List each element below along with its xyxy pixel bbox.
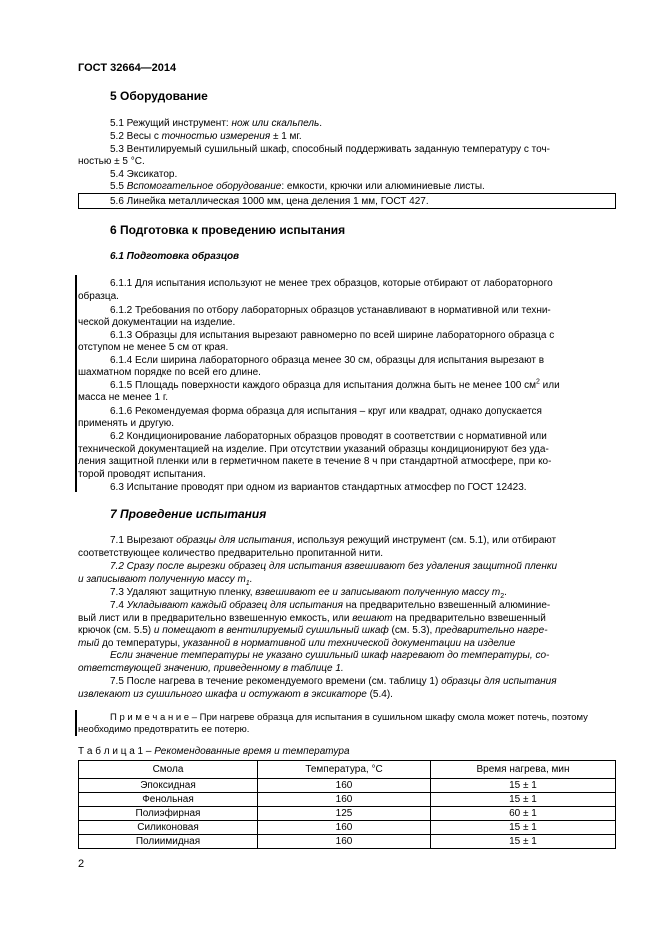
table-cell: 60 ± 1 bbox=[431, 807, 616, 821]
document-code: ГОСТ 32664—2014 bbox=[78, 62, 177, 74]
table-row bbox=[79, 821, 616, 835]
para-7-3: 7.3 Удаляют защитную пленку, взвешивают ее и записывают полученную массу $m_2$. bbox=[110, 587, 507, 600]
table-cell: 15 ± 1 bbox=[431, 821, 616, 835]
item-5-3-line-2: ностью ± 5 °С. bbox=[78, 156, 145, 167]
section-6-title: 6 Подготовка к проведению испытания bbox=[110, 223, 346, 237]
item-5-2: 5.2 Весы с точностью измерения ± 1 мг. bbox=[110, 131, 302, 142]
note-line-2: необходимо предотвратить ее потерю. bbox=[78, 724, 250, 735]
col-header-resin: Смола bbox=[79, 761, 258, 779]
table-cell: Фенольная bbox=[79, 793, 258, 807]
para-6-1-1-line-2: образца. bbox=[78, 291, 119, 302]
table-row bbox=[79, 835, 616, 849]
table-cell: 160 bbox=[258, 835, 431, 849]
para-7-4-line-6: ответствующей значению, приведенному в таблице 1. bbox=[78, 663, 344, 674]
para-6-2-line-4: торой проводят испытания. bbox=[78, 469, 206, 480]
para-7-1-line-1: 7.1 Вырезают образцы для испытания, используя режущий инструмент (см. 5.1), или отбирают bbox=[110, 535, 557, 546]
table-row bbox=[79, 793, 616, 807]
para-6-1-3-line-2: отступом не менее 5 см от края. bbox=[78, 342, 229, 353]
table-cell: Полиэфирная bbox=[79, 807, 258, 821]
table-cell: 125 bbox=[258, 807, 431, 821]
para-7-4-line-3: крючок (см. 5.5) и помещают в вентилируемый сушильный шкаф (см. 5.3), предварительно нагре- bbox=[78, 625, 548, 636]
para-6-1-6-line-2: применять и другую. bbox=[78, 418, 175, 429]
para-7-4-line-2: вый лист или в предварительно взвешенную емкость, или вешают на предварительно взвешенный bbox=[78, 613, 546, 624]
table-cell: Полиимидная bbox=[79, 835, 258, 849]
section-5-title: 5 Оборудование bbox=[110, 89, 208, 103]
item-5-3-line-1: 5.3 Вентилируемый сушильный шкаф, способный поддерживать заданную температуру с точ- bbox=[110, 144, 551, 155]
note-line-1: П р и м е ч а н и е – При нагреве образца для испытания в сушильном шкафу смола может потечь, поэтому bbox=[110, 712, 588, 723]
para-6-1-2-line-1: 6.1.2 Требования по отбору лабораторных образцов устанавливают в нормативной или техни- bbox=[110, 305, 551, 316]
table-caption: Т а б л и ц а 1 – Рекомендованные время и температура bbox=[78, 746, 350, 757]
para-6-3: 6.3 Испытание проводят при одном из вариантов стандартных атмосфер по ГОСТ 12423. bbox=[110, 482, 527, 493]
para-7-5-line-1: 7.5 После нагрева в течение рекомендуемого времени (см. таблицу 1) образцы для испытания bbox=[110, 676, 557, 687]
table-row bbox=[79, 807, 616, 821]
item-5-6: 5.6 Линейка металлическая 1000 мм, цена деления 1 мм, ГОСТ 427. bbox=[110, 196, 429, 207]
table-cell: 15 ± 1 bbox=[431, 835, 616, 849]
para-6-1-5-line-1: 6.1.5 Площадь поверхности каждого образца для испытания должна быть не менее 100 $см^2$ или bbox=[110, 378, 560, 391]
change-bar bbox=[75, 275, 77, 492]
table-cell: 15 ± 1 bbox=[431, 779, 616, 793]
table-cell: 160 bbox=[258, 821, 431, 835]
para-6-1-1-line-1: 6.1.1 Для испытания используют не менее трех образцов, которые отбирают от лабораторного bbox=[110, 278, 553, 289]
table-1 bbox=[78, 760, 616, 849]
para-7-2-line-1: 7.2 Сразу после вырезки образец для испытания взвешивают без удаления защитной пленки bbox=[110, 561, 558, 572]
para-7-5-line-2: извлекают из сушильного шкафа и остужают в эксикаторе (5.4). bbox=[78, 689, 393, 700]
item-5-5: 5.5 Вспомогательное оборудование: емкости, крючки или алюминиевые листы. bbox=[110, 181, 485, 192]
para-7-4-line-5: Если значение температуры не указано сушильный шкаф нагревают до температуры, со- bbox=[110, 650, 550, 661]
para-6-2-line-1: 6.2 Кондиционирование лабораторных образцов проводят в соответствии с нормативной или bbox=[110, 431, 547, 442]
item-5-1: 5.1 Режущий инструмент: нож или скальпель. bbox=[110, 118, 322, 129]
table-cell: 160 bbox=[258, 793, 431, 807]
para-7-1-line-2: соответствующее количество предварительно пропитанной нити. bbox=[78, 548, 384, 559]
para-6-1-4-line-1: 6.1.4 Если ширина лабораторного образца менее 30 см, образцы для испытания вырезают в bbox=[110, 355, 545, 366]
para-6-1-5-line-2: масса не менее 1 г. bbox=[78, 392, 169, 403]
subsection-6-1-title: 6.1 Подготовка образцов bbox=[110, 251, 240, 262]
para-6-1-3-line-1: 6.1.3 Образцы для испытания вырезают равномерно по всей ширине лабораторного образца с bbox=[110, 330, 555, 341]
page-number: 2 bbox=[78, 858, 85, 870]
table-row bbox=[79, 779, 616, 793]
para-6-1-4-line-2: шахматном порядке по всей его длине. bbox=[78, 367, 261, 378]
note-change-bar bbox=[75, 710, 77, 736]
table-cell: 160 bbox=[258, 779, 431, 793]
para-6-2-line-2: технической документацией на изделие. При отсутствии указаний образцы кондиционируют без уда- bbox=[78, 444, 549, 455]
table-cell: 15 ± 1 bbox=[431, 793, 616, 807]
item-5-4: 5.4 Эксикатор. bbox=[110, 169, 178, 180]
table-header-row bbox=[79, 761, 616, 779]
col-header-time: Время нагрева, мин bbox=[431, 761, 616, 779]
col-header-temperature: Температура, °С bbox=[258, 761, 431, 779]
table-cell: Эпоксидная bbox=[79, 779, 258, 793]
para-7-2-line-2: и записывают полученную массу $m_1$. bbox=[78, 574, 253, 587]
para-7-4-line-4: тый до температуры, указанной в нормативной или технической документации на изделие bbox=[78, 638, 516, 649]
para-7-4-line-1: 7.4 Укладывают каждый образец для испытания на предварительно взвешенный алюминие- bbox=[110, 600, 551, 611]
para-6-1-2-line-2: ческой документации на изделие. bbox=[78, 317, 236, 328]
para-6-2-line-3: ления защитной пленки или в герметичном пакете в течение 8 ч при стандартной атмосфере, при ко- bbox=[78, 456, 552, 467]
table-cell: Силиконовая bbox=[79, 821, 258, 835]
section-7-title: 7 Проведение испытания bbox=[110, 507, 267, 521]
para-6-1-6-line-1: 6.1.6 Рекомендуемая форма образца для испытания – круг или квадрат, однако допускается bbox=[110, 406, 542, 417]
